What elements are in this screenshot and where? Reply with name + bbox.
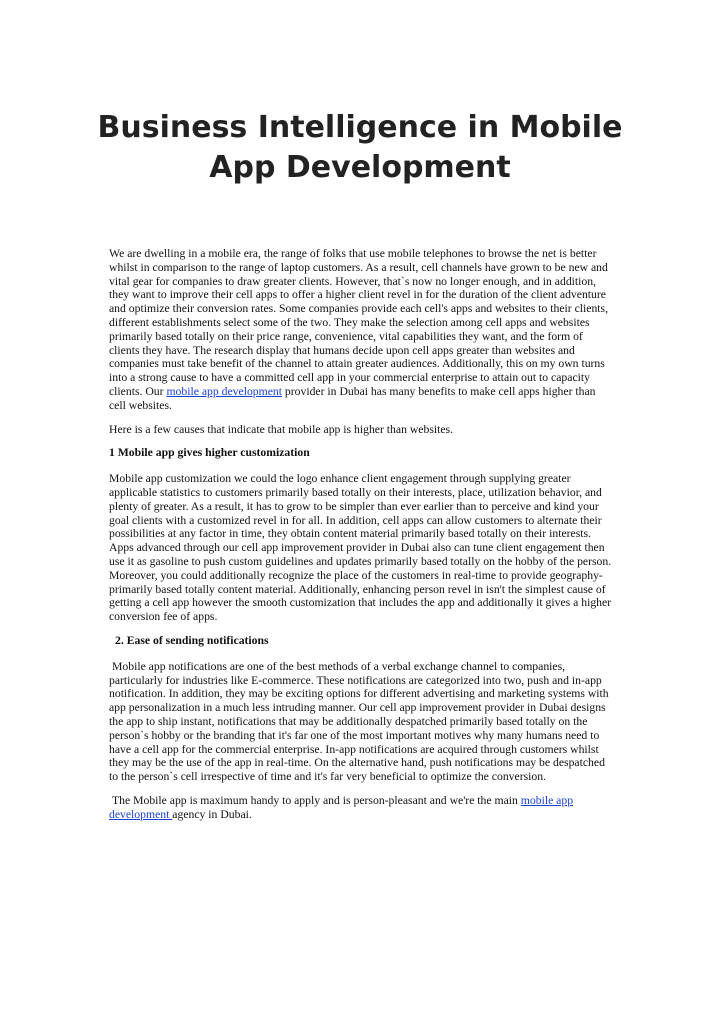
document-body bbox=[109, 247, 615, 831]
mobile-app-development-link[interactable]: mobile app development bbox=[166, 384, 282, 398]
intro-text-after-link: provider in Dubai has many benefits to make cell apps higher than cell websites. bbox=[109, 384, 596, 412]
page-title bbox=[60, 108, 660, 188]
page-title-line-1: Business Intelligence in Mobile bbox=[97, 110, 623, 145]
closing-paragraph bbox=[109, 794, 615, 822]
intro-paragraph bbox=[109, 247, 615, 413]
closing-text-before-link: The Mobile app is maximum handy to apply and is person-pleasant and we're the main bbox=[112, 793, 521, 807]
intro-text-before-link: We are dwelling in a mobile era, the range of folks that use mobile telephones to browse the net is better whilst in comparison to the range of laptop customers. As a result, cell channels have grown to be new and vital gear for companies to draw greater clients. However, that`s now no longer enough, and in addition, they want to improve their cell apps to offer a higher client revel in for the duration of the client adventure and optimize their conversion rates. Some companies provide each cell's apps and websites to their clients, different establishments select some of the two. They make the selection among cell apps and websites primarily based totally on their price range, convenience, vital capabilities they want, and the form of clients they have. The research display that humans decide upon cell apps greater than websites and companies must take benefit of the channel to attain greater audiences. Additionally, this on my own turns into a strong cause to have a committed cell app in your commercial enterprise to attain out to capacity clients. Our bbox=[109, 247, 609, 398]
reasons-intro-paragraph: Here is a few causes that indicate that mobile app is higher than websites. bbox=[109, 422, 454, 436]
mobile-app-development-agency-link[interactable]: mobile app development bbox=[109, 793, 574, 821]
closing-text-after-link: agency in Dubai. bbox=[172, 807, 252, 821]
section-1-heading: 1 Mobile app gives higher customization bbox=[109, 446, 310, 460]
section-2-heading: 2. Ease of sending notifications bbox=[115, 633, 269, 647]
section-1-paragraph: Mobile app customization we could the logo enhance client engagement through supplying greater applicable statistics to customers primarily based totally on their interests, place, utilization behavior, and plenty of greater. As a result, it has to grow to be simpler than ever earlier than to perceive and kind your goal clients with a customized revel in for all. In addition, cell apps can allow customers to alternate their possibilities at any factor in time, they obtain content material primarily based totally on their interests. Apps advanced through our cell app improvement provider in Dubai also can tune client engagement then use it as gasoline to push custom guidelines and updates primarily based totally on the hobby of the person. Moreover, you could additionally recognize the place of the customers in real-time to provide geography-primarily based totally content material. Additionally, enhancing person revel in isn't the simplest cause of getting a cell app however the smooth customization that includes the app and additionally it gives a higher conversion fee of apps. bbox=[109, 472, 612, 624]
section-2-paragraph: Mobile app notifications are one of the best methods of a verbal exchange channel to companies, particularly for industries like E-commerce. These notifications are categorized into two, push and in-app notification. In addition, they may be exciting options for different advertising and marketing systems with app personalization in a much less intruding manner. Our cell app improvement provider in Dubai designs the app to ship instant, notifications that may be additionally despatched primarily based totally on the person`s hobby or the branding that it's far one of the most important motives why many humans need to have a cell app for the commercial enterprise. In-app notifications are acquired through customers whilst they may be the use of the app in real-time. On the alternative hand, push notifications may be despatched to the person`s cell irrespective of time and it's far very beneficial to optimize the conversion. bbox=[109, 659, 609, 784]
page-title-line-2: App Development bbox=[209, 150, 511, 185]
